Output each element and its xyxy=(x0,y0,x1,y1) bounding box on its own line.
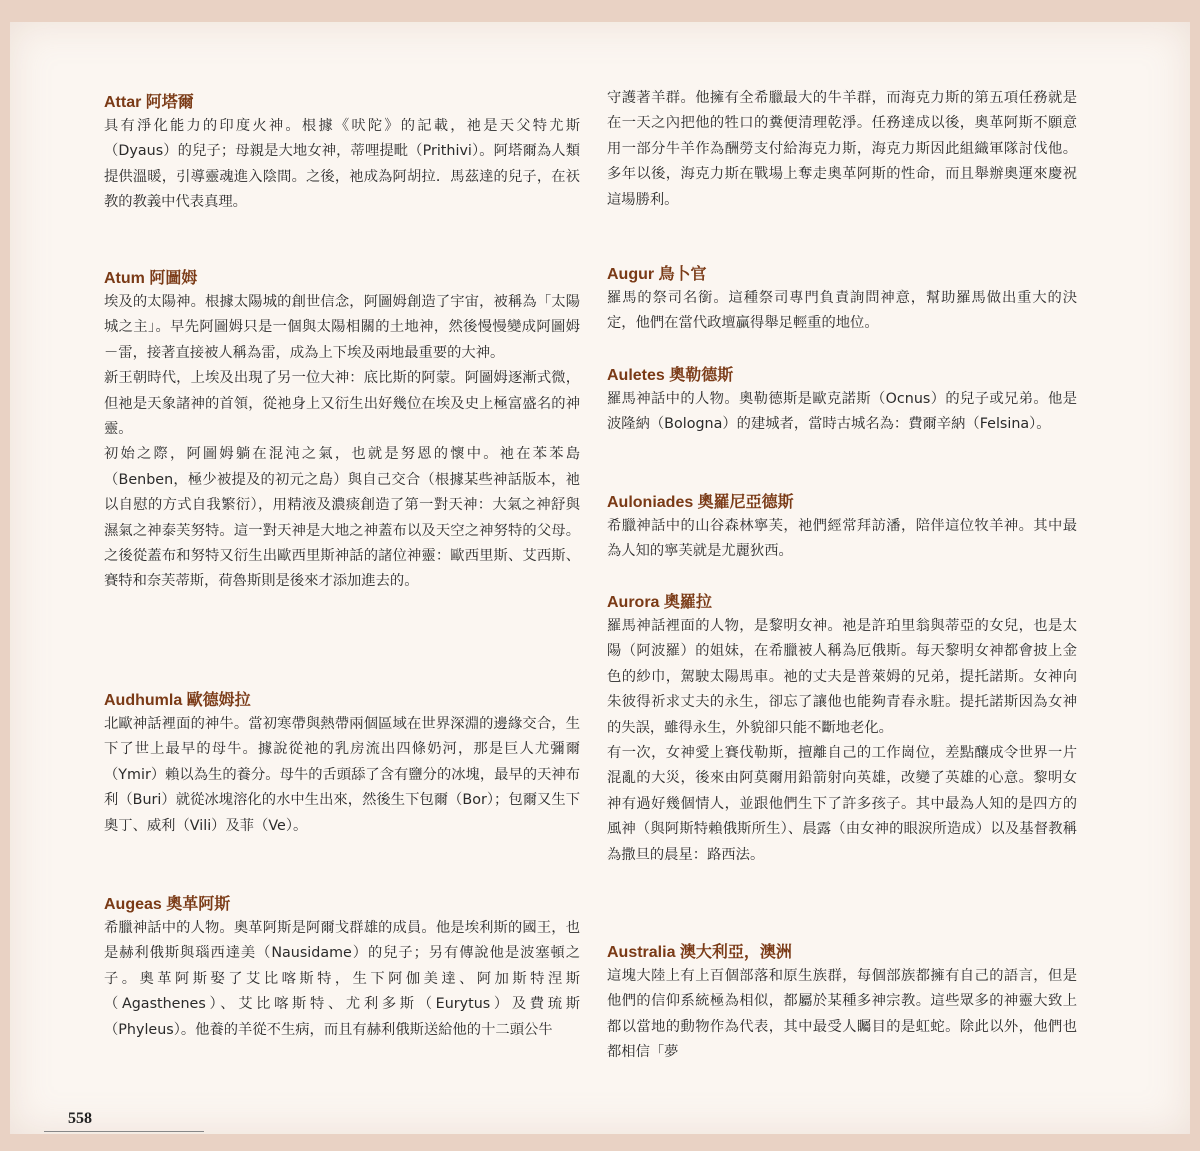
footer-rule xyxy=(44,1131,204,1132)
entry-augur xyxy=(607,264,1077,337)
entry-paragraph: 希臘神話中的人物。奧革阿斯是阿爾戈群雄的成員。他是埃利斯的國王，也是赫利俄斯與瑙西達美（Nausidame）的兒子；另有傳說他是波塞頓之子。奧革阿斯娶了艾比喀斯特，生下阿伽美達、阿加斯特涅斯（Agasthenes）、艾比喀斯特、尤利多斯（Eurytus）及費琉斯（Phyleus）。他養的羊從不生病，而且有赫利俄斯送給他的十二頭公牛 xyxy=(104,920,580,1038)
entry-paragraph: 初始之際，阿圖姆躺在混沌之氣，也就是努恩的懷中。祂在苯苯島（Benben，極少被提及的初元之島）與自己交合（根據某些神話版本，祂以自慰的方式自我繁衍），用精液及濃痰創造了第一對天神：大氣之神舒與濕氣之神泰芙努特。這一對天神是大地之神蓋布以及天空之神努特的父母。之後從蓋布和努特又衍生出歐西里斯神話的諸位神靈：歐西里斯、艾西斯、賽特和奈芙蒂斯，荷魯斯則是後來才添加進去的。 xyxy=(104,446,580,590)
entry-headword: Australia 澳大利亞，澳洲 xyxy=(607,944,792,961)
entry-paragraph: 這塊大陸上有上百個部落和原生族群，每個部族都擁有自己的語言，但是他們的信仰系統極為相似，都屬於某種多神宗教。這些眾多的神靈大致上都以當地的動物作為代表，其中最受人矚目的是虹蛇。除此以外，他們也都相信「夢 xyxy=(607,968,1077,1061)
entry-augeas xyxy=(104,894,580,1043)
page-number: 558 xyxy=(68,1110,92,1127)
entry-headword: Audhumla 歐德姆拉 xyxy=(104,692,251,709)
entry-headword: Atum 阿圖姆 xyxy=(104,270,198,287)
entry-body xyxy=(607,614,1077,868)
entry-body xyxy=(607,86,1077,213)
entry-auloniades xyxy=(607,492,1077,565)
entry-paragraph: 守護著羊群。他擁有全希臘最大的牛羊群，而海克力斯的第五項任務就是在一天之內把他的牲口的糞便清理乾淨。任務達成以後，奧革阿斯不願意用一部分牛羊作為酬勞支付給海克力斯，海克力斯因此組織軍隊討伐他。多年以後，海克力斯在戰場上奪走奧革阿斯的性命，而且舉辦奧運來慶祝這場勝利。 xyxy=(607,90,1077,208)
entry-body xyxy=(104,114,580,216)
entry-paragraph: 羅馬神話裡面的人物，是黎明女神。祂是許珀里翁與蒂亞的女兒，也是太陽（阿波羅）的姐妹，在希臘被人稱為厄俄斯。每天黎明女神都會披上金色的紗巾，駕駛太陽馬車。祂的丈夫是普萊姆的兄弟，提托諾斯。女神向朱彼得祈求丈夫的永生，卻忘了讓他也能夠青春永駐。提托諾斯因為女神的失誤，雖得永生，外貌卻只能不斷地老化。 xyxy=(607,618,1077,736)
entry-body xyxy=(607,514,1077,565)
entry-paragraph: 羅馬的祭司名銜。這種祭司專門負責詢問神意，幫助羅馬做出重大的決定，他們在當代政壇贏得舉足輕重的地位。 xyxy=(607,290,1077,332)
entry-audhumla xyxy=(104,690,580,839)
entry-body xyxy=(607,964,1077,1066)
entry-headword: Augur 鳥卜官 xyxy=(607,266,707,283)
entry-paragraph: 新王朝時代，上埃及出現了另一位大神：底比斯的阿蒙。阿圖姆逐漸式微，但祂是天象諸神的首領，從祂身上又衍生出好幾位在埃及史上極富盛名的神靈。 xyxy=(104,370,580,438)
entry-headword: Aurora 奧羅拉 xyxy=(607,594,712,611)
entry-aurora xyxy=(607,592,1077,868)
entry-body xyxy=(104,712,580,839)
entry-paragraph: 北歐神話裡面的神牛。當初寒帶與熱帶兩個區域在世界深淵的邊緣交合，生下了世上最早的母牛。據說從祂的乳房流出四條奶河，那是巨人尤彌爾（Ymir）賴以為生的養分。母牛的舌頭舔了含有鹽分的冰塊，最早的天神布利（Buri）就從冰塊溶化的水中生出來，然後生下包爾（Bor）；包爾又生下奧丁、威利（Vili）及菲（Ve）。 xyxy=(104,716,580,834)
entry-paragraph: 具有淨化能力的印度火神。根據《吠陀》的記載，祂是天父特尤斯（Dyaus）的兒子；母親是大地女神，蒂哩提毗（Prithivi）。阿塔爾為人類提供溫暖，引導靈魂進入陰間。之後，祂成為阿胡拉．馬茲達的兒子，在祆教的教義中代表真理。 xyxy=(104,118,580,211)
entry-paragraph: 有一次，女神愛上賽伐勒斯，擅離自己的工作崗位，差點釀成令世界一片混亂的大災，後來由阿莫爾用鉛箭射向英雄，改變了英雄的心意。黎明女神有過好幾個情人，並跟他們生下了許多孩子。其中最為人知的是四方的風神（與阿斯特賴俄斯所生）、晨露（由女神的眼淚所造成）以及基督教稱為撒旦的晨星：路西法。 xyxy=(607,745,1077,863)
entry-headword: Attar 阿塔爾 xyxy=(104,94,194,111)
entry-paragraph: 希臘神話中的山谷森林寧芙，祂們經常拜訪潘，陪伴這位牧羊神。其中最為人知的寧芙就是尤麗狄西。 xyxy=(607,518,1077,560)
entry-body xyxy=(104,290,580,595)
book-page xyxy=(10,22,1190,1134)
entry-headword: Auloniades 奧羅尼亞德斯 xyxy=(607,494,794,511)
entry-auletes xyxy=(607,365,1077,438)
entry-augeas-continued xyxy=(607,86,1077,213)
entry-paragraph: 埃及的太陽神。根據太陽城的創世信念，阿圖姆創造了宇宙，被稱為「太陽城之主」。早先阿圖姆只是一個與太陽相關的土地神，然後慢慢變成阿圖姆－雷，接著直接被人稱為雷，成為上下埃及兩地最重要的大神。 xyxy=(104,294,580,361)
entry-headword: Augeas 奧革阿斯 xyxy=(104,896,231,913)
entry-body xyxy=(607,387,1077,438)
entry-headword: Auletes 奧勒德斯 xyxy=(607,367,734,384)
entry-body xyxy=(104,916,580,1043)
entry-paragraph: 羅馬神話中的人物。奧勒德斯是歐克諾斯（Ocnus）的兒子或兄弟。他是波隆納（Bologna）的建城者，當時古城名為：費爾辛納（Felsina）。 xyxy=(607,391,1077,433)
entry-attar xyxy=(104,92,580,216)
entry-australia xyxy=(607,942,1077,1066)
entry-atum xyxy=(104,268,580,595)
entry-body xyxy=(607,286,1077,337)
